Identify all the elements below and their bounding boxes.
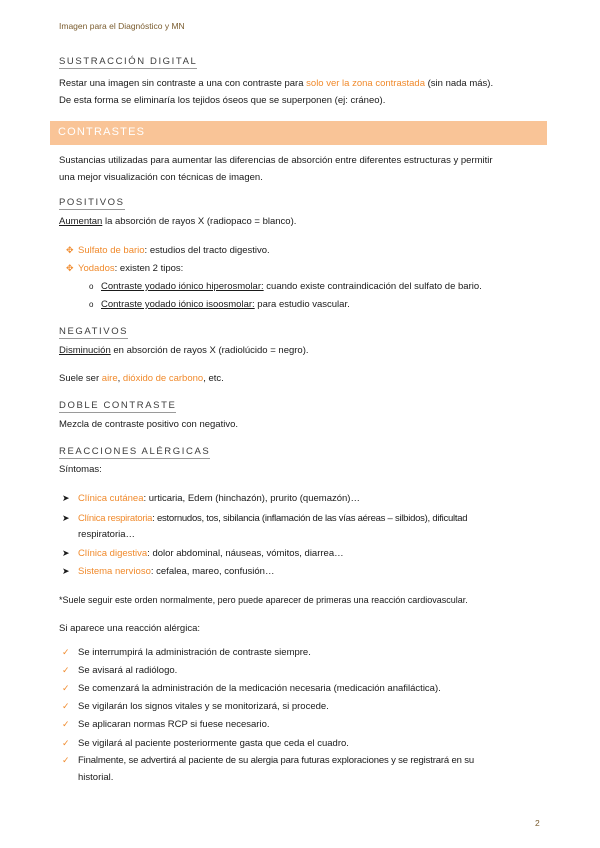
text: Suele ser: [59, 373, 102, 384]
list-item-text: [78, 546, 344, 561]
diamond-bullet-icon: ✥: [66, 263, 74, 273]
highlight: dióxido de carbono: [122, 373, 204, 384]
highlight: aire: [101, 373, 118, 384]
checkmark-icon: ✓: [62, 683, 70, 693]
check-item-text: Se interrumpirá la administración de contraste siempre.: [78, 647, 311, 658]
text: : dolor abdominal, náuseas, vómitos, diarrea…: [147, 548, 344, 559]
text: : existen 2 tipos:: [114, 263, 184, 274]
list-item-text: [78, 511, 547, 526]
sustraccion-line1: [59, 76, 547, 91]
highlight: Yodados: [78, 263, 115, 274]
list-item-text: [78, 261, 183, 276]
doble-text: Mezcla de contraste positivo con negativo.: [59, 419, 239, 430]
contrastes-intro-1: Sustancias utilizadas para aumentar las diferencias de absorción entre diferentes estructuras y permitir: [59, 155, 493, 166]
respiratoria-continuation: respiratoria…: [78, 529, 136, 540]
list-item-text: [78, 243, 270, 258]
sub-list-item-text: [101, 279, 482, 294]
sintomas-label: Síntomas:: [59, 464, 102, 475]
section-title-reacciones: REACCIONES ALÉRGICAS: [59, 446, 211, 457]
section-band-contrastes: [50, 121, 547, 145]
arrowhead-bullet-icon: ➤: [62, 548, 70, 558]
checkmark-icon: ✓: [62, 701, 70, 711]
text: la absorción de rayos X (radiopaco = blanco).: [102, 216, 297, 227]
positivos-lead: [59, 214, 547, 229]
band-title: CONTRASTES: [58, 126, 146, 138]
text: (sin nada más).: [424, 78, 494, 89]
arrowhead-bullet-icon: ➤: [62, 566, 70, 576]
highlight: solo ver la zona contrastada: [306, 78, 425, 89]
highlight: Clínica digestiva: [78, 548, 148, 559]
text: , etc.: [203, 373, 224, 384]
contrastes-intro-2: una mejor visualización con técnicas de imagen.: [59, 172, 263, 183]
diamond-bullet-icon: ✥: [66, 245, 74, 255]
negativos-lead: [59, 343, 547, 358]
check-item-text: Finalmente, se advertirá al paciente de su alergia para futuras exploraciones y se registrará en su: [78, 755, 474, 766]
underlined-term: Contraste yodado iónico hiperosmolar:: [101, 281, 264, 292]
checkmark-icon: ✓: [62, 738, 70, 748]
check-item-text: Se comenzará la administración de la medicación necesaria (medicación anafiláctica).: [78, 683, 441, 694]
section-title-doble: DOBLE CONTRASTE: [59, 400, 177, 411]
underlined-term: Aumentan: [59, 216, 103, 227]
text: : urticaria, Edem (hinchazón), prurito (quemazón)…: [143, 493, 360, 504]
checkmark-icon: ✓: [62, 665, 70, 675]
underlined-term: Contraste yodado iónico isoosmolar:: [101, 299, 255, 310]
sub-list-item-text: [101, 297, 350, 312]
check-continuation: historial.: [78, 772, 114, 783]
circle-bullet-icon: o: [89, 282, 94, 291]
page-number: 2: [535, 818, 540, 828]
check-item-text: Se vigilarán los signos vitales y se monitorizará, si procede.: [78, 701, 329, 712]
text: Restar una imagen sin contraste a una con contraste para: [59, 78, 307, 89]
highlight: Clínica cutánea: [78, 493, 144, 504]
text: cuando existe contraindicación del sulfato de bario.: [263, 281, 482, 292]
running-header: Imagen para el Diagnóstico y MN: [59, 21, 185, 31]
section-title-sustraccion: SUSTRACCIÓN DIGITAL: [59, 56, 198, 67]
check-item-text: Se vigilará al paciente posteriormente gasta que ceda el cuadro.: [78, 738, 349, 749]
negativos-examples: [59, 371, 547, 386]
checkmark-icon: ✓: [62, 719, 70, 729]
text: : estornudos, tos, sibilancia (inflamación de las vías aéreas – silbidos), dificultad: [152, 513, 468, 524]
text: ,: [117, 373, 123, 384]
circle-bullet-icon: o: [89, 300, 94, 309]
underlined-term: Disminución: [59, 345, 111, 356]
list-item-text: [78, 564, 274, 579]
arrowhead-bullet-icon: ➤: [62, 493, 70, 503]
si-aparece-label: Si aparece una reacción alérgica:: [59, 623, 201, 634]
arrowhead-bullet-icon: ➤: [62, 513, 70, 523]
checkmark-icon: ✓: [62, 647, 70, 657]
check-item-text: Se avisará al radiólogo.: [78, 665, 178, 676]
highlight: Sistema nervioso: [78, 566, 151, 577]
highlight: Sulfato de bario: [78, 245, 145, 256]
check-item-text: Se aplicaran normas RCP si fuese necesario.: [78, 719, 270, 730]
highlight: Clínica respiratoria: [78, 513, 153, 524]
text: en absorción de rayos X (radiolúcido = negro).: [110, 345, 309, 356]
text: para estudio vascular.: [254, 299, 350, 310]
section-title-positivos: POSITIVOS: [59, 197, 125, 208]
order-note: *Suele seguir este orden normalmente, pero puede aparecer de primeras una reacción cardiovascular.: [59, 595, 468, 605]
sustraccion-line2: De esta forma se eliminaría los tejidos óseos que se superponen (ej: cráneo).: [59, 95, 386, 106]
checkmark-icon: ✓: [62, 755, 70, 765]
list-item-text: [78, 491, 360, 506]
text: : cefalea, mareo, confusión…: [150, 566, 275, 577]
section-title-negativos: NEGATIVOS: [59, 326, 129, 337]
text: : estudios del tracto digestivo.: [144, 245, 270, 256]
